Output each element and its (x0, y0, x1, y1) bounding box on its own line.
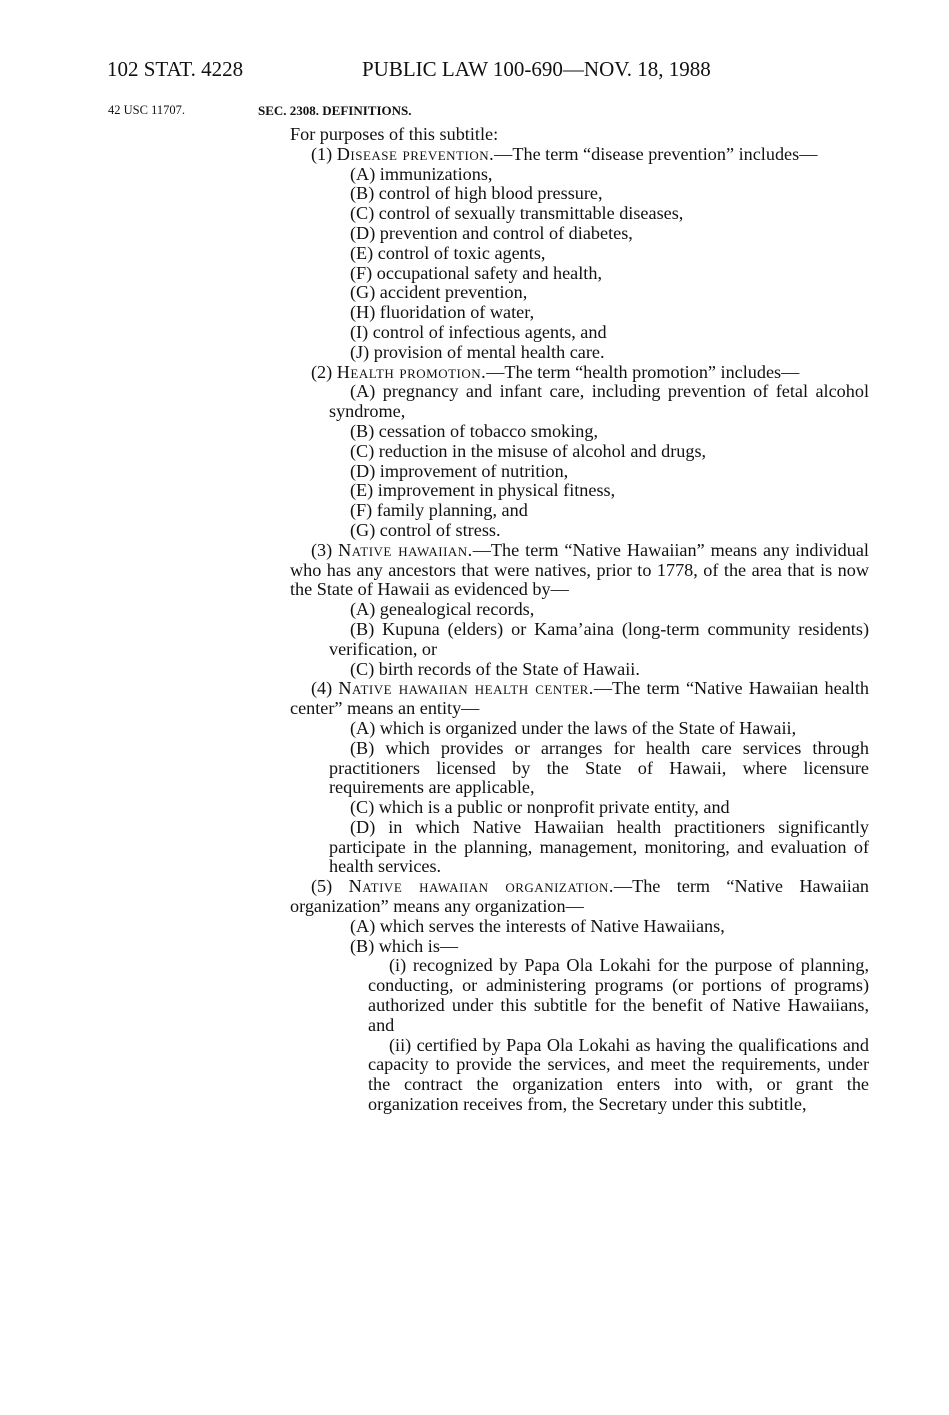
list-item: (E) control of toxic agents, (350, 242, 546, 263)
section-body (290, 125, 869, 1115)
list-item: (B) which provides or arranges for health care services through practitioners licensed by the State of Hawaii, where licensure requirements are applicable, (329, 737, 869, 798)
definition-1 (290, 145, 869, 165)
def-number: (3) (311, 539, 333, 560)
def-text: —The term “Native Hawaiian” means any individual who has any ancestors that were natives, prior to 1778, of the area that is now the State of Hawaii as evidenced by— (290, 539, 869, 600)
list-item: (J) provision of mental health care. (350, 341, 605, 362)
list-item: (B) cessation of tobacco smoking, (350, 420, 599, 441)
list-item: (C) birth records of the State of Hawaii. (350, 658, 640, 679)
def-term: Native hawaiian health center. (338, 678, 594, 699)
list-item: (G) accident prevention, (350, 282, 528, 303)
definition-2 (290, 363, 869, 383)
usc-margin-note: 42 USC 11707. (108, 103, 185, 117)
list-item: (B) Kupuna (elders) or Kama’aina (long-term community residents) verification, or (329, 618, 869, 659)
list-item: (A) which serves the interests of Native Hawaiians, (350, 915, 725, 936)
list-item: (G) control of stress. (350, 519, 501, 540)
list-item: (D) prevention and control of diabetes, (350, 222, 633, 243)
list-item: (C) reduction in the misuse of alcohol and drugs, (350, 440, 707, 461)
running-header: PUBLIC LAW 100-690—NOV. 18, 1988 (362, 57, 711, 81)
statute-page-number: 102 STAT. 4228 (107, 57, 244, 81)
def-text: —The term “Native Hawaiian organization” means any organization— (290, 876, 870, 917)
def-term: Health promotion. (336, 361, 487, 382)
def-number: (2) (311, 361, 333, 382)
definition-3 (290, 541, 869, 600)
list-item: (A) genealogical records, (350, 599, 535, 620)
def-number: (4) (311, 678, 333, 699)
list-item: (A) which is organized under the laws of the State of Hawaii, (350, 717, 797, 738)
sub-list-item: (ii) certified by Papa Ola Lokahi as having the qualifications and capacity to provide the services, and meet the requirements, under the contract the organization enters into with, or grant the organization receives from, the Secretary under this subtitle, (368, 1034, 869, 1115)
list-item: (D) improvement of nutrition, (350, 460, 569, 481)
def-term: Disease prevention. (336, 143, 495, 164)
list-item: (C) which is a public or nonprofit private entity, and (350, 797, 730, 818)
section-title: SEC. 2308. DEFINITIONS. (258, 103, 412, 118)
list-item: (E) improvement in physical fitness, (350, 480, 616, 501)
intro-line: For purposes of this subtitle: (290, 124, 499, 144)
list-item: (A) immunizations, (350, 163, 493, 184)
list-item: (F) family planning, and (350, 500, 528, 521)
def-term: Native hawaiian. (338, 539, 473, 560)
def-number: (1) (311, 143, 333, 164)
def-text: —The term “disease prevention” includes— (494, 143, 818, 164)
list-item: (B) control of high blood pressure, (350, 183, 603, 204)
sub-list-item: (i) recognized by Papa Ola Lokahi for the purpose of planning, conducting, or administering programs (or portions of programs) authorized under this subtitle for the benefit of Native Hawaiians, and (368, 955, 869, 1035)
def-term: Native hawaiian organization. (348, 876, 614, 897)
def-number: (5) (311, 876, 333, 897)
list-item: (B) which is— (350, 935, 459, 956)
list-item: (I) control of infectious agents, and (350, 321, 607, 342)
definition-5 (290, 877, 869, 917)
list-item: (D) in which Native Hawaiian health practitioners significantly participate in the planning, management, monitoring, and evaluation of health services. (329, 816, 869, 877)
list-item: (A) pregnancy and infant care, including prevention of fetal alcohol syndrome, (329, 381, 869, 422)
list-item: (C) control of sexually transmittable diseases, (350, 203, 684, 224)
list-item: (H) fluoridation of water, (350, 302, 535, 323)
definition-4 (290, 679, 869, 719)
def-text: —The term “health promotion” includes— (486, 361, 800, 382)
def-text: —The term “Native Hawaiian health center” means an entity— (290, 678, 869, 719)
list-item: (F) occupational safety and health, (350, 262, 603, 283)
